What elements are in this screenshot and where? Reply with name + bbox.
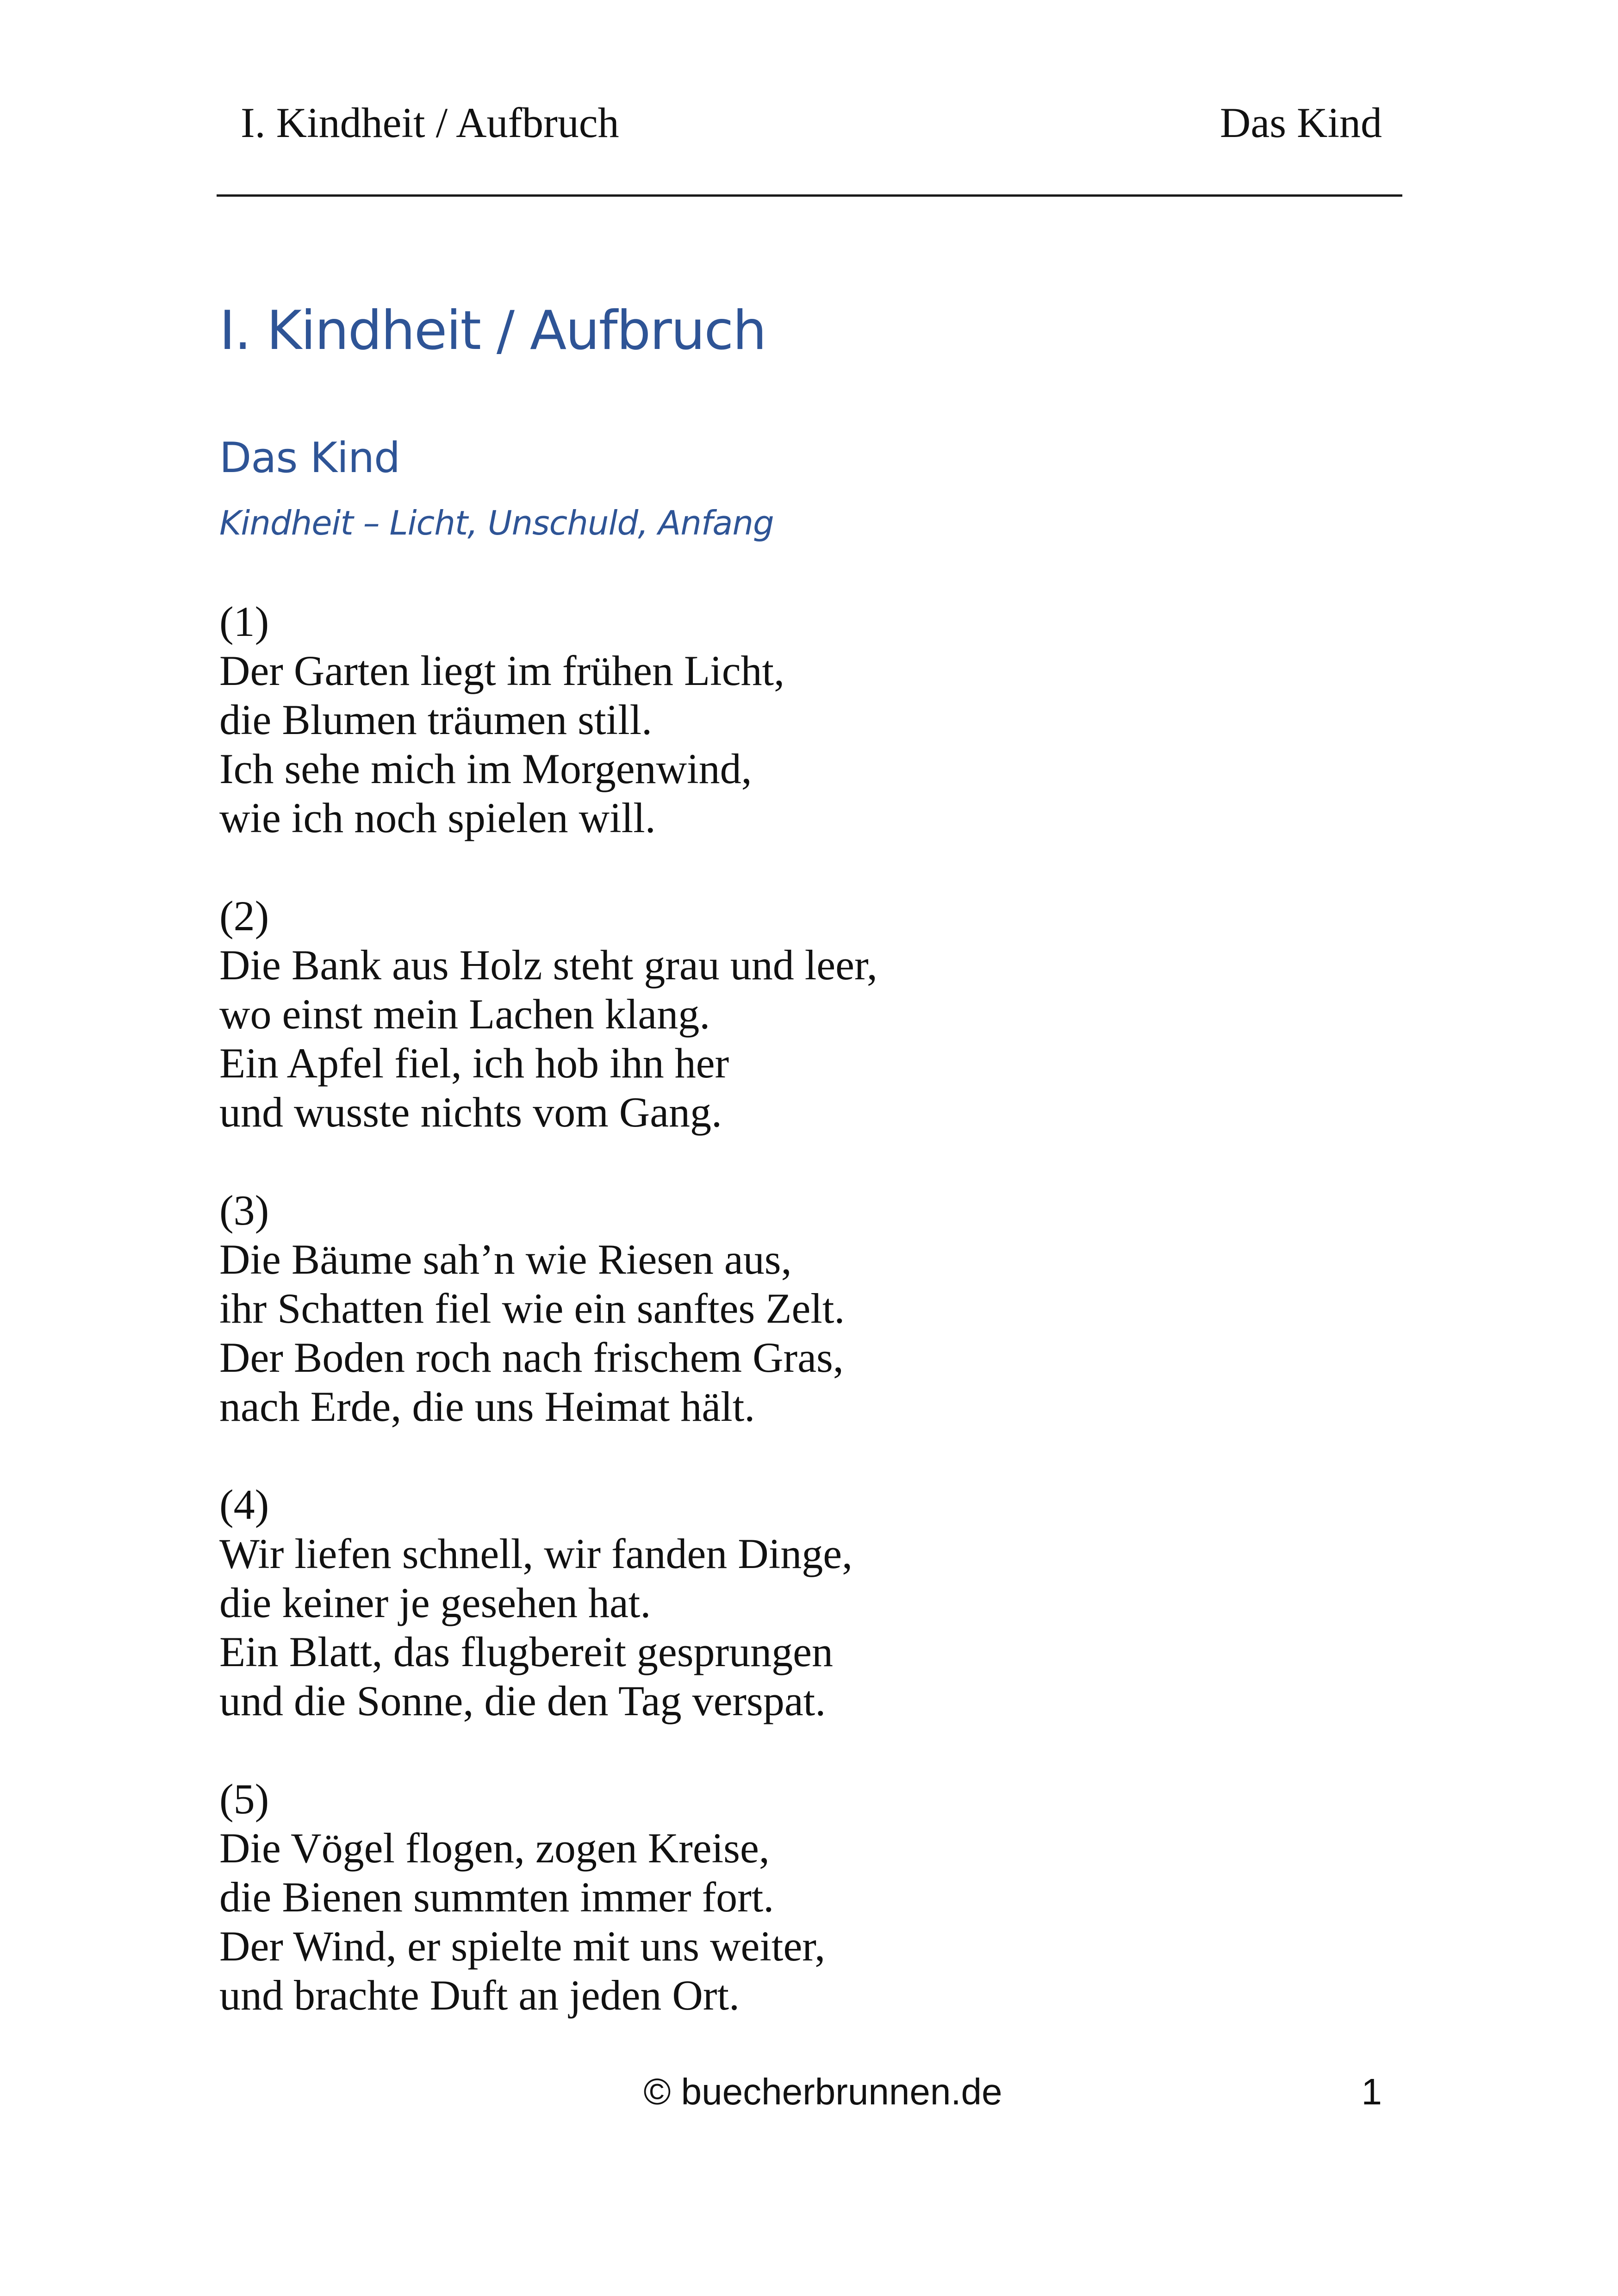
poem-title: Das Kind — [219, 434, 400, 482]
copyright-text: © buecherbrunnen.de — [643, 2071, 1002, 2112]
stanza-number: (2) — [219, 892, 269, 940]
poem-line: Wir liefen schnell, wir fanden Dinge, — [219, 1530, 853, 1577]
stanza — [219, 891, 1376, 1137]
stanza — [219, 597, 1376, 842]
stanza-number: (4) — [219, 1481, 269, 1528]
poem-line: und brachte Duft an jeden Ort. — [219, 1972, 740, 2019]
poem-line: Die Bäume sah’n wie Riesen aus, — [219, 1236, 792, 1283]
stanza-number: (1) — [219, 598, 269, 645]
poem-line: wo einst mein Lachen klang. — [219, 990, 710, 1038]
chapter-heading: I. Kindheit / Aufbruch — [219, 299, 766, 362]
poem-line: und wusste nichts vom Gang. — [219, 1089, 722, 1136]
poem-line: Der Boden roch nach frischem Gras, — [219, 1334, 844, 1381]
poem-line: Ich sehe mich im Morgenwind, — [219, 745, 752, 792]
poem-line: Der Wind, er spielte mit uns weiter, — [219, 1923, 826, 1970]
poem-line: Die Bank aus Holz steht grau und leer, — [219, 941, 877, 989]
poem-line: Die Vögel flogen, zogen Kreise, — [219, 1824, 770, 1872]
poem-line: nach Erde, die uns Heimat hält. — [219, 1383, 755, 1430]
poem-line: die Bienen summten immer fort. — [219, 1873, 774, 1921]
header-divider — [217, 194, 1402, 197]
stanza — [219, 1774, 1376, 2020]
poem-line: ihr Schatten fiel wie ein sanftes Zelt. — [219, 1285, 845, 1332]
poem-line: die Blumen träumen still. — [219, 696, 653, 743]
stanza — [219, 1186, 1376, 1431]
running-header-right: Das Kind — [1220, 99, 1382, 146]
stanza-number: (3) — [219, 1187, 269, 1234]
poem-subtitle: Kindheit – Licht, Unschuld, Anfang — [219, 504, 774, 542]
stanza-number: (5) — [219, 1775, 269, 1823]
poem-body — [219, 597, 1376, 2069]
poem-line: Der Garten liegt im frühen Licht, — [219, 647, 785, 694]
poem-line: und die Sonne, die den Tag verspat. — [219, 1677, 826, 1724]
page-number: 1 — [1361, 2071, 1382, 2112]
poem-line: Ein Blatt, das flugbereit gesprungen — [219, 1628, 834, 1675]
poem-line: Ein Apfel fiel, ich hob ihn her — [219, 1039, 729, 1087]
poem-line: die keiner je gesehen hat. — [219, 1579, 651, 1626]
running-header-left: I. Kindheit / Aufbruch — [241, 99, 619, 146]
poem-line: wie ich noch spielen will. — [219, 794, 656, 841]
stanza — [219, 1480, 1376, 1725]
